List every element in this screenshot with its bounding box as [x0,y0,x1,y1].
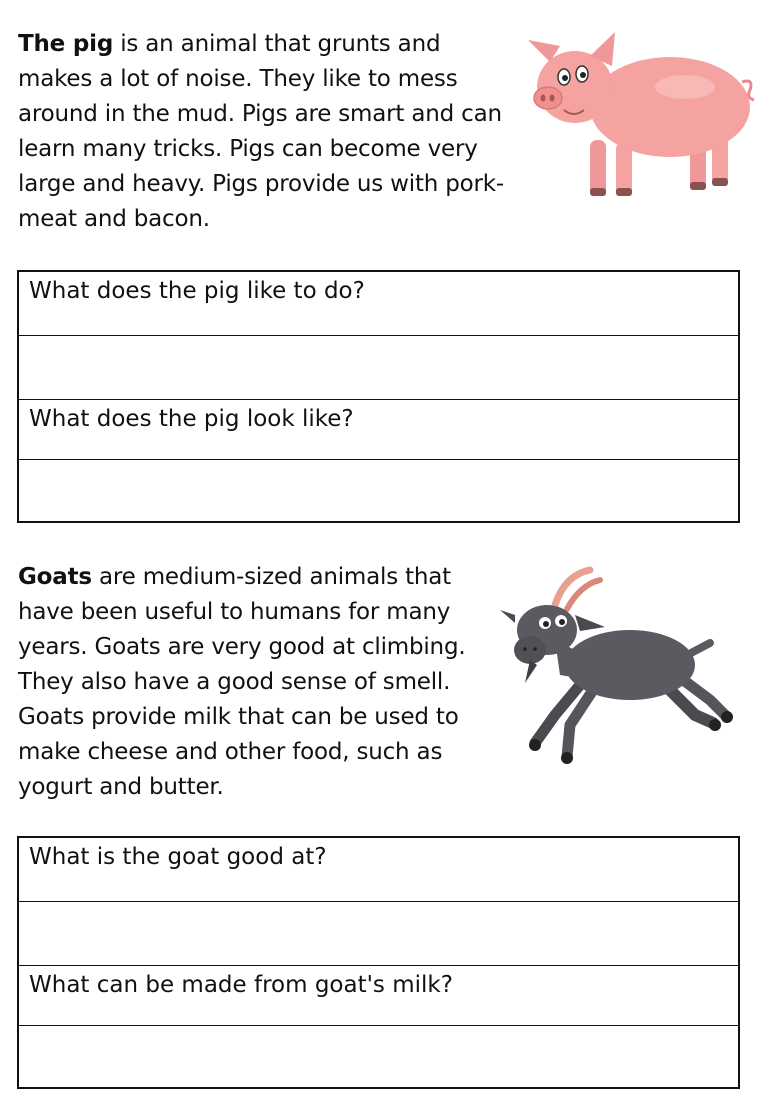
goat-illustration [495,565,740,765]
goat-answer-2-field[interactable] [19,1026,738,1087]
goat-questions-table [17,836,740,1089]
goat-question-1: What is the goat good at? [19,838,738,902]
pig-heading: The pig [18,31,114,57]
goat-question-2: What can be made from goat's milk? [19,966,738,1026]
pig-questions-table [17,270,740,523]
pig-passage [18,27,518,237]
goat-answer-1-field[interactable] [19,902,738,966]
pig-answer-2-field[interactable] [19,460,738,521]
goat-passage [18,560,488,805]
goat-heading: Goats [18,564,92,590]
pig-answer-1-field[interactable] [19,336,738,400]
goat-text: are medium-sized animals that have been useful to humans for many years. Goats are very good at climbing. They also have a good sense of smell. Goats provide milk that can be used to make cheese and other food, such as yogurt and butter. [18,564,466,800]
pig-illustration [520,22,760,202]
pig-question-1: What does the pig like to do? [19,272,738,336]
pig-text: is an animal that grunts and makes a lot of noise. They like to mess around in the mud. Pigs are smart and can learn many tricks. Pigs can become very large and heavy. Pigs provide us with pork-meat and bacon. [18,31,505,232]
pig-question-2: What does the pig look like? [19,400,738,460]
